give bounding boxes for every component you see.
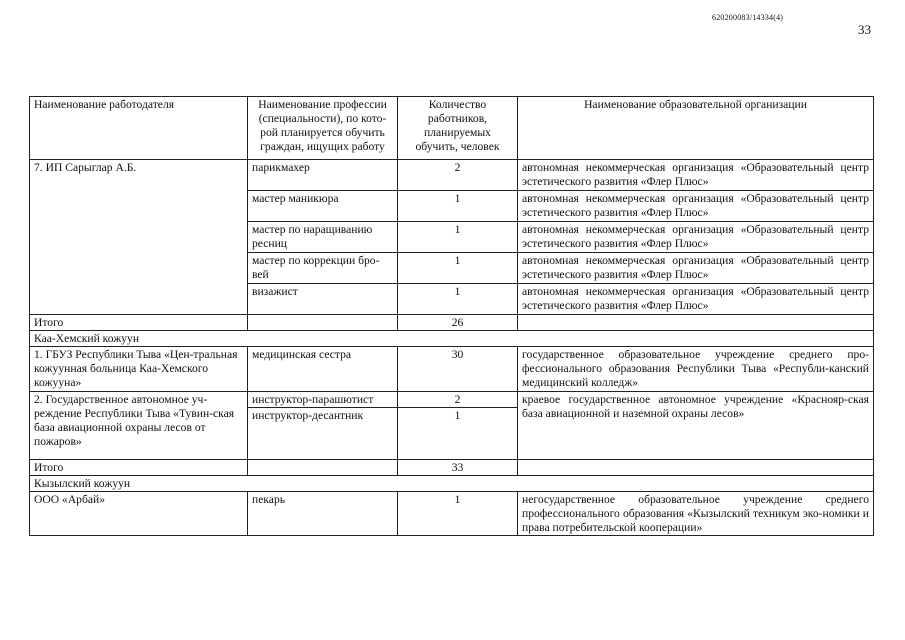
employer-cell: 7. ИП Сарыглар А.Б. (30, 160, 248, 315)
profession-cell: медицинская сестра (248, 347, 398, 392)
organization-cell: автономная некоммерческая организация «Образовательный центр эстетического развития «Флер Плюс» (518, 191, 874, 222)
header-employer: Наименование работодателя (30, 97, 248, 160)
section-row (30, 476, 874, 492)
profession-cell: визажист (248, 284, 398, 315)
organization-cell: автономная некоммерческая организация «Образовательный центр эстетического развития «Флер Плюс» (518, 160, 874, 191)
organization-cell: краевое государственное автономное учреждение «Краснояр-ская база авиационной и наземной охраны лесов» (518, 392, 874, 460)
workforce-training-table (29, 96, 874, 536)
organization-cell: автономная некоммерческая организация «Образовательный центр эстетического развития «Флер Плюс» (518, 253, 874, 284)
section-row (30, 331, 874, 347)
profession-cell: мастер по наращиванию ресниц (248, 222, 398, 253)
profession-cell: пекарь (248, 492, 398, 536)
employer-cell: 2. Государственное автономное уч-реждение Республики Тыва «Тувин-ская база авиационной охраны лесов от пожаров» (30, 392, 248, 460)
quantity-cell: 30 (398, 347, 518, 392)
organization-cell: автономная некоммерческая организация «Образовательный центр эстетического развития «Флер Плюс» (518, 284, 874, 315)
organization-cell: автономная некоммерческая организация «Образовательный центр эстетического развития «Флер Плюс» (518, 222, 874, 253)
profession-cell: парикмахер (248, 160, 398, 191)
quantity-cell: 2 (398, 160, 518, 191)
quantity-cell: 1 (398, 222, 518, 253)
employer-cell: ООО «Арбай» (30, 492, 248, 536)
profession-cell: мастер маникюра (248, 191, 398, 222)
quantity-cell: 1 (398, 191, 518, 222)
quantity-cell: 1 (398, 408, 518, 460)
quantity-cell: 1 (398, 253, 518, 284)
section-title: Кызылский кожуун (30, 476, 874, 492)
total-row (30, 315, 874, 331)
organization-cell: государственное образовательное учреждение среднего про-фессионального образования Республики Тыва «Республи-канский медицинский колледж» (518, 347, 874, 392)
table-row (30, 160, 874, 191)
header-organization: Наименование образовательной организации (518, 97, 874, 160)
page-number: 33 (858, 22, 871, 37)
profession-cell: инструктор-парашютист (248, 392, 398, 408)
total-value: 26 (398, 315, 518, 331)
total-label: Итого (30, 315, 248, 331)
quantity-cell: 2 (398, 392, 518, 408)
header-quantity: Количество работников, планируемых обучить, человек (398, 97, 518, 160)
header-profession: Наименование профессии (специальности), по кото-рой планируется обучить граждан, ищущих работу (248, 97, 398, 160)
profession-cell: инструктор-десантник (248, 408, 398, 460)
organization-cell: негосударственное образовательное учреждение среднего профессионального образования «Кызылский техникум эко-номики и права потребительской кооперации» (518, 492, 874, 536)
total-row (30, 460, 874, 476)
total-value: 33 (398, 460, 518, 476)
total-label: Итого (30, 460, 248, 476)
quantity-cell: 1 (398, 284, 518, 315)
table-row (30, 392, 874, 408)
quantity-cell: 1 (398, 492, 518, 536)
profession-cell: мастер по коррекции бро-вей (248, 253, 398, 284)
table-header-row (30, 97, 874, 160)
document-code: 620200083/14334(4) (712, 13, 784, 22)
table-row (30, 347, 874, 392)
section-title: Каа-Хемский кожуун (30, 331, 874, 347)
employer-cell: 1. ГБУЗ Республики Тыва «Цен-тральная кожуунная больница Каа-Хемского кожууна» (30, 347, 248, 392)
table-row (30, 492, 874, 536)
